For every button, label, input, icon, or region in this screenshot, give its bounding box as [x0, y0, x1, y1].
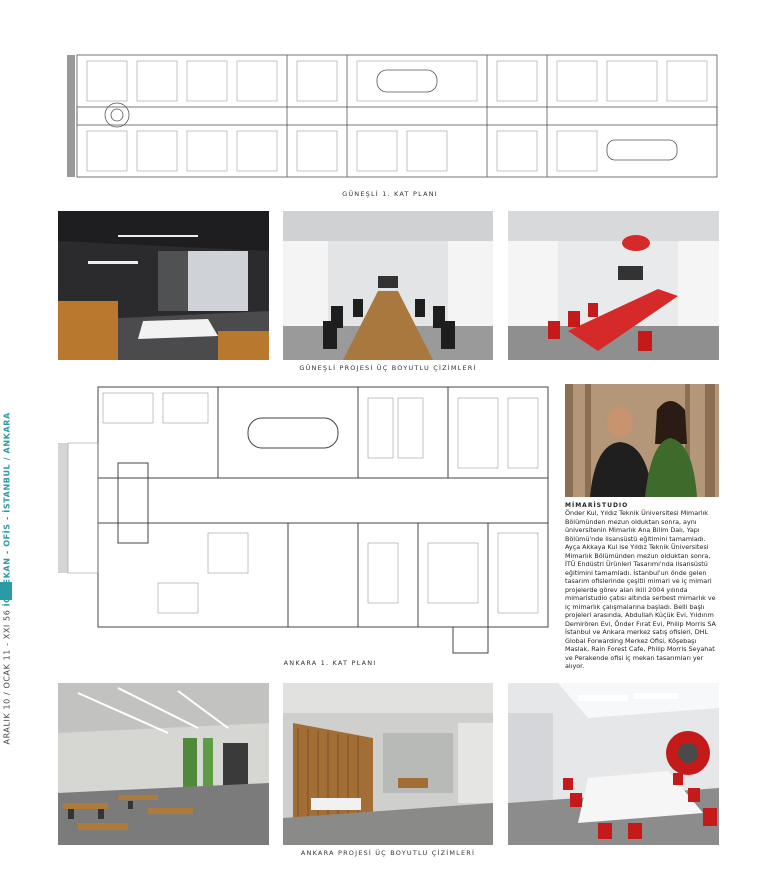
ankara-plan-caption: ANKARA 1. KAT PLANI	[283, 659, 377, 667]
gunesli-plan-caption: GÜNEŞLİ 1. KAT PLANI	[342, 190, 438, 198]
gunesli-3d-caption: GÜNEŞLİ PROJESİ ÜÇ BOYUTLU ÇİZİMLERİ	[299, 364, 477, 372]
ankara-floor-plan	[58, 383, 555, 655]
ankara-3d-caption: ANKARA PROJESİ ÜÇ BOYUTLU ÇİZİMLERİ	[300, 849, 476, 857]
gunesli-floor-plan	[57, 45, 720, 185]
gunesli-render-conference	[283, 211, 493, 360]
bio-text: Önder Kul, Yıldız Teknik Üniversitesi Mimarlık Bölümünden mezun olduktan sonra, aynı üniversitenin Mimarlık Ana Bilim Dalı, Yapı Bölümü'nde lisansüstü eğitimini tamamladı. Ayça Akkaya Kul ise Yıldız Teknik Üniversitesi Mimarlık Bölümünden mezun olduktan sonra, İTÜ Endüstri Ürünleri Tasarımı'nda lisansüstü eğitimini tamamladı. İstanbul'un önde gelen tasarım ofislerinde çeşitli mimari ve iç mimari projelerde görev alan ikili 2004 yılında mimaristudio çatısı altında serbest mimarlık ve iç mimarlık çalışmalarına başladı. Belli başlı projeleri arasında, Abdullah Küçük Evi, Yıldırım Demirören Evi, Önder Fırat Evi, Philip Morris SA İstanbul ve Ankara merkez satış ofisleri, DHL Global Forwarding Merkez Ofisi, Köşebaşı Maslak, Rain Forest Cafe, Philip Morris Seyahat ve Perakende ofisi iç mekan tasarımları yer alıyor.	[565, 509, 716, 670]
gunesli-render-meeting-room	[58, 211, 269, 360]
page-number: 56	[2, 609, 12, 621]
side-running-header	[2, 412, 12, 745]
ankara-render-boardroom	[508, 683, 719, 845]
architects-portrait	[565, 384, 719, 497]
bio-title: MİMARİSTUDIO	[565, 502, 629, 509]
gunesli-render-red-chairs	[508, 211, 719, 360]
ankara-render-open-office	[58, 683, 269, 845]
issue-label: ARALIK 10 / OCAK 11 - XXI	[2, 624, 12, 745]
bio-block	[565, 502, 722, 671]
ankara-render-reception	[283, 683, 493, 845]
section-label: İÇ MEKAN - OFİS - İSTANBUL / ANKARA	[2, 412, 12, 607]
